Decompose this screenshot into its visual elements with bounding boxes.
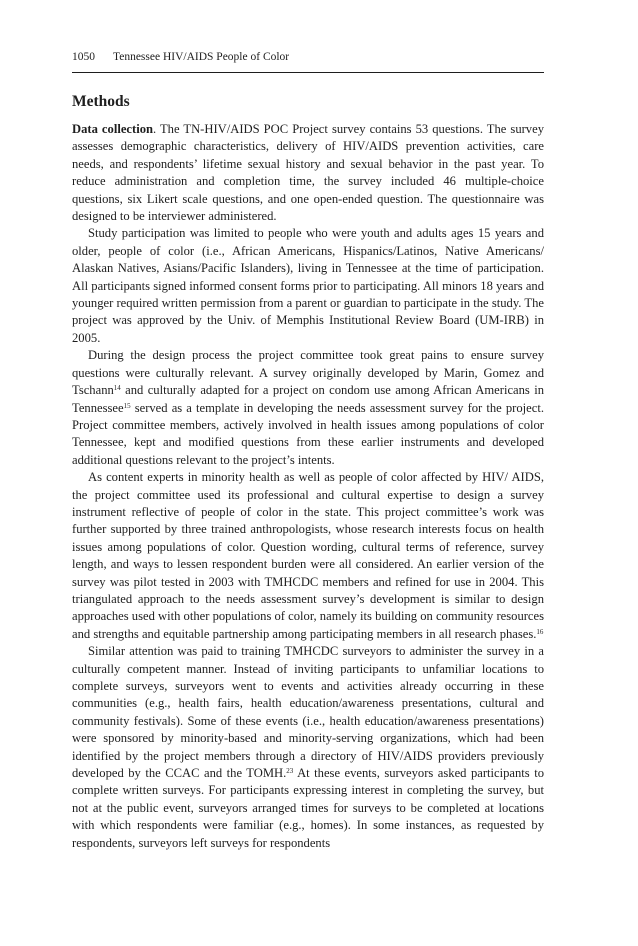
page-number: 1050 bbox=[72, 51, 95, 63]
citation-superscript: 23 bbox=[286, 767, 294, 776]
paragraph-data-collection bbox=[72, 121, 544, 225]
header-rule bbox=[72, 72, 544, 73]
citation-superscript: 14 bbox=[113, 384, 121, 393]
paragraph-surveyor-training bbox=[72, 643, 544, 852]
section-heading: Methods bbox=[72, 93, 130, 110]
citation-superscript: 16 bbox=[536, 627, 544, 636]
paragraph-content-experts bbox=[72, 469, 544, 643]
paragraph-text: At these events, surveyors asked participants to complete written surveys. For participants expressing interest in completing the survey, but not at the public event, surveyors arranged times for surveys to be completed at locations with which respondents were familiar (e.g., homes). In some instances, as requested by respondents, surveyors left surveys for respondents bbox=[72, 766, 544, 850]
paragraph-design-process bbox=[72, 347, 544, 469]
citation-superscript: 15 bbox=[123, 401, 131, 410]
paragraph-text: During the design process the project committee took great pains to ensure survey questions were culturally relevant. A survey originally developed by Marin, Gomez and Tschann bbox=[72, 348, 544, 398]
paragraph-participation bbox=[72, 225, 544, 347]
paragraph-text: and culturally adapted for a project on condom use among African Americans in Tennessee bbox=[72, 383, 544, 415]
page-body bbox=[72, 93, 544, 852]
paragraph-text: . The TN-HIV/AIDS POC Project survey contains 53 questions. The survey assesses demographic characteristics, delivery of HIV/AIDS prevention activities, care needs, and respondents’ lifetime sexual history and sexual behavior in the past year. To reduce administration and completion time, the survey included 46 multiple-choice questions, six Likert scale questions, and one open-ended question. The questionnaire was designed to be interviewer administered. bbox=[72, 122, 544, 224]
paragraph-text: Similar attention was paid to training TMHCDC surveyors to administer the survey in a culturally competent manner. Instead of inviting participants to unfamiliar locations to complete surveys, surveyors went to events and activities already occurring in these communities (e.g., health fairs, health education/awareness presentations, cultural and community festivals). Some of these events (i.e., health education/awareness presentations) were sponsored by minority-based and minority-serving organizations, which had been identified by the project members through a directory of HIV/AIDS providers previously developed by the CCAC and the TOMH. bbox=[72, 644, 544, 781]
paragraph-text: served as a template in developing the needs assessment survey for the project. Project committee members, actively involved in health issues among populations of color Tennessee, kept and modified questions from these earlier instruments and developed additional questions relevant to the project’s intents. bbox=[72, 400, 544, 467]
run-in-heading: Data collection bbox=[72, 122, 153, 136]
running-header bbox=[72, 51, 544, 71]
paragraph-text: Study participation was limited to people who were youth and adults ages 15 years and older, people of color (i.e., African Americans, Hispanics/Latinos, Native Americans/ Alaskan Natives, Asians/Pacific Islanders), living in Tennessee at the time of participation. All participants signed informed consent forms prior to participating. All minors 18 years and younger required written permission from a parent or guardian to participate in the study. The project was approved by the Univ. of Memphis Institutional Review Board (UM-IRB) in 2005. bbox=[72, 226, 544, 345]
running-title: Tennessee HIV/AIDS People of Color bbox=[113, 51, 290, 63]
paragraph-text: As content experts in minority health as well as people of color affected by HIV/ AIDS, the project committee used its professional and cultural expertise to design a survey instrument reflective of people of color in the state. This project committee’s work was further supported by three trained anthropologists, whose research interests focus on health issues among populations of color. Question wording, cultural terms of reference, survey length, and ways to lessen respondent burden were all considered. An earlier version of the survey was pilot tested in 2003 with TMHCDC members and refined for use in 2004. This triangulated approach to the needs assessment survey’s development is similar to design approaches used with other populations of color, namely its building on community resources and strengths and equitable partnership among participating members in all research phases. bbox=[72, 470, 545, 641]
